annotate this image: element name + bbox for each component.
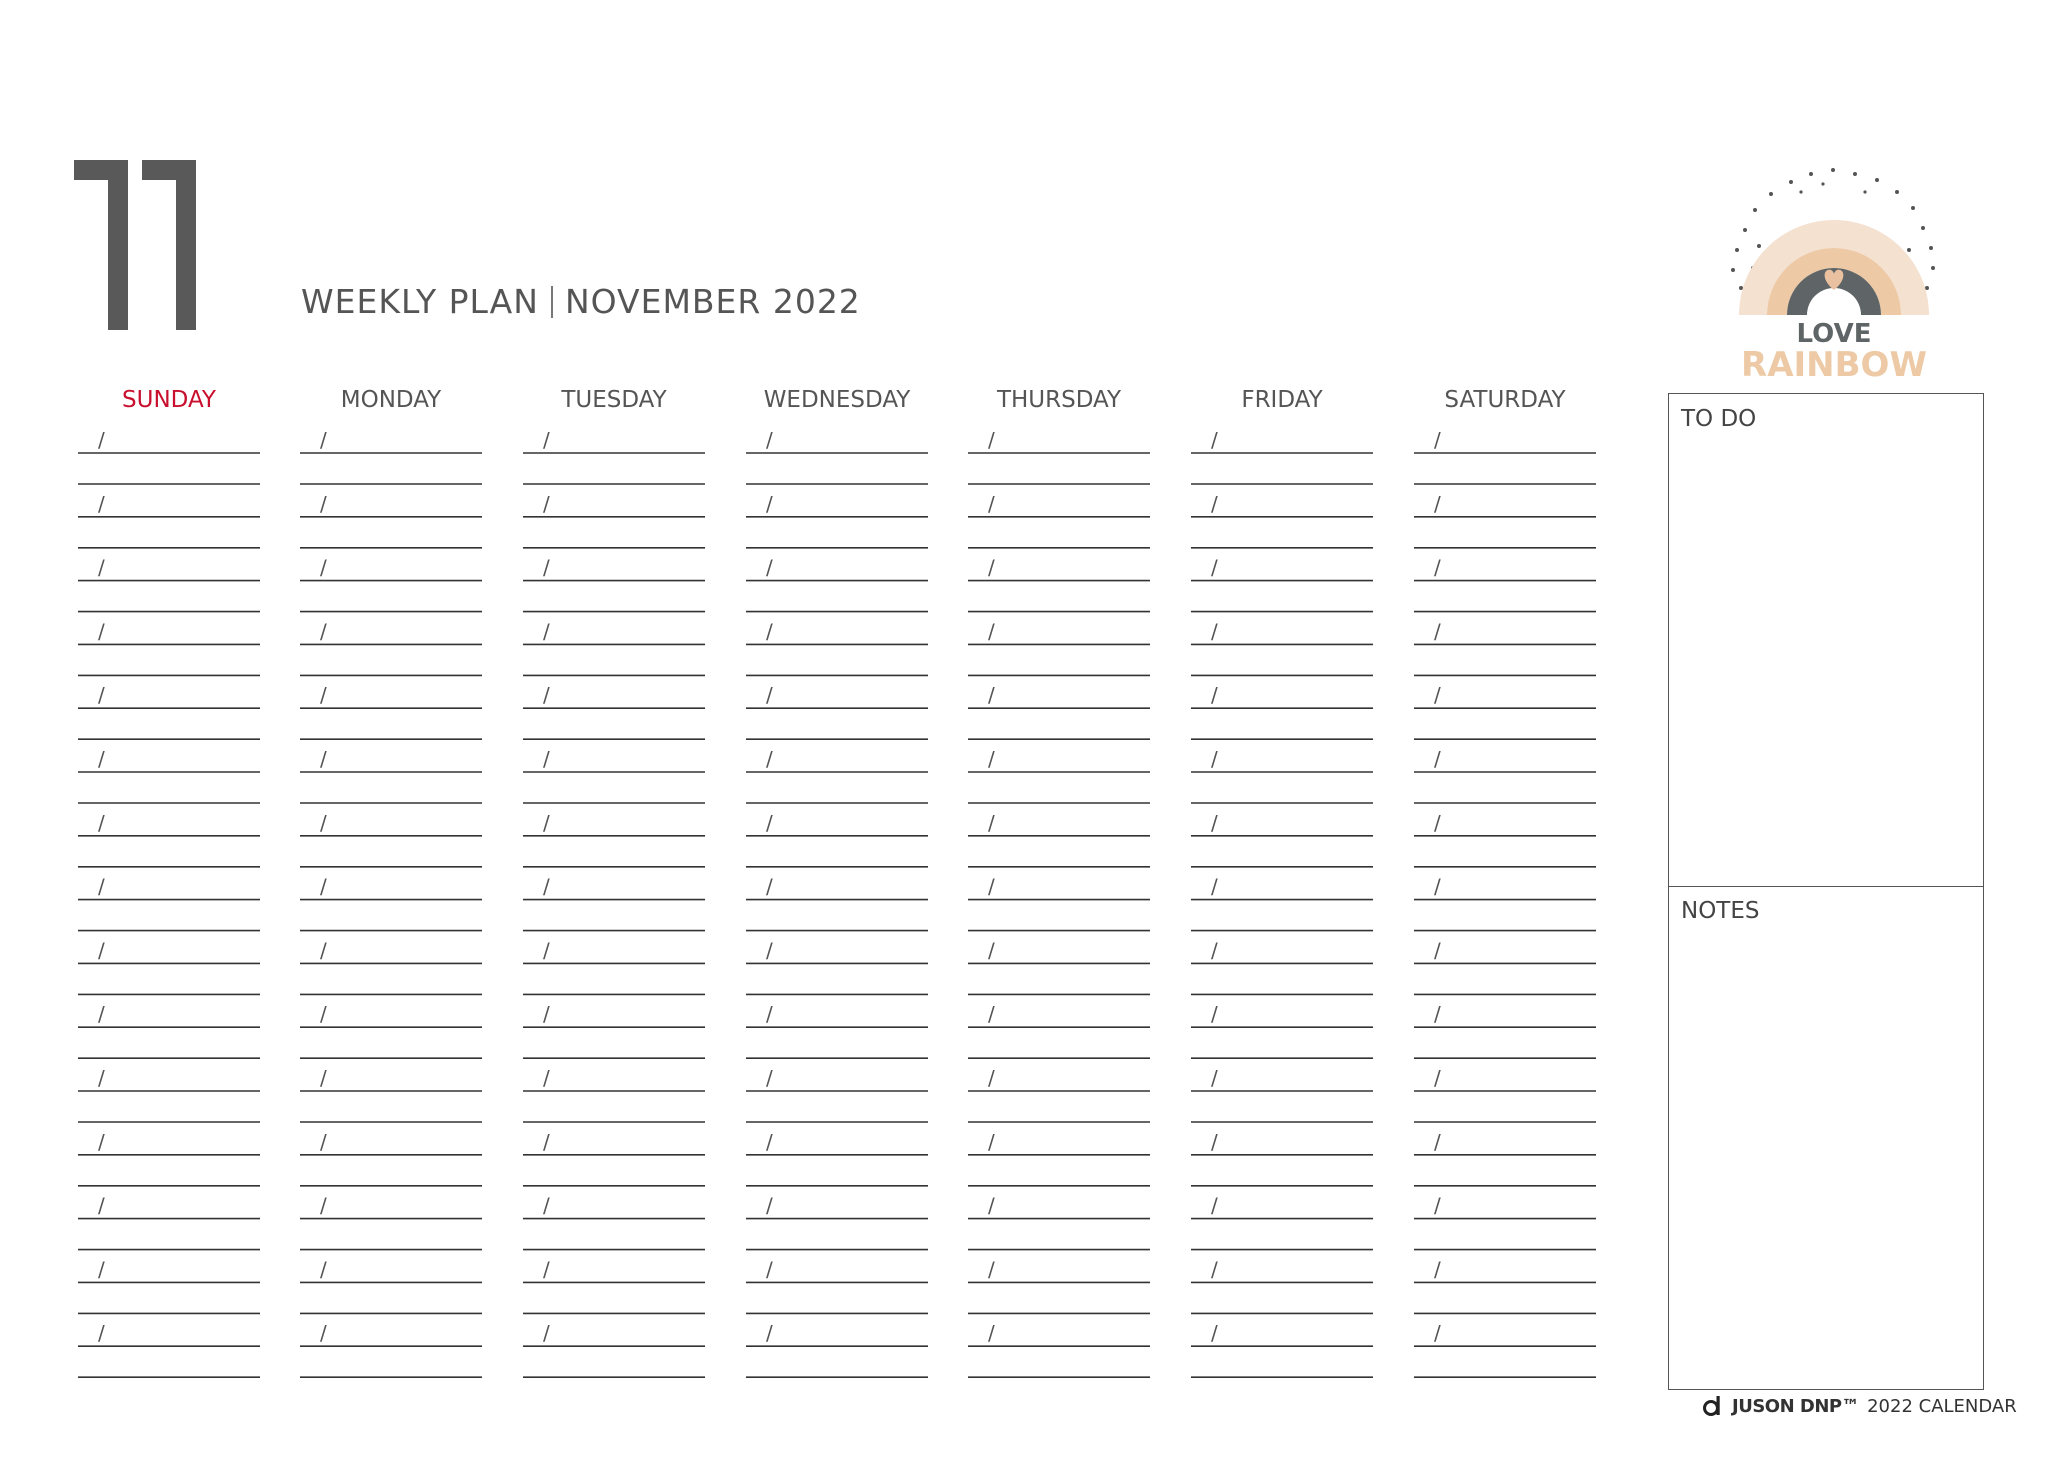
- slot-marker: /: [1434, 1066, 1441, 1090]
- time-slot[interactable]: [523, 1002, 705, 1058]
- time-slot[interactable]: [1414, 811, 1596, 867]
- time-slot[interactable]: [968, 1130, 1150, 1186]
- slot-marker: /: [988, 491, 995, 516]
- time-slot[interactable]: [968, 811, 1150, 867]
- day-column-sunday: [78, 385, 260, 1346]
- day-lines: [300, 425, 482, 1435]
- time-slot[interactable]: [1191, 1257, 1373, 1313]
- day-lines: [746, 425, 928, 1435]
- slot-marker: /: [98, 1321, 105, 1346]
- slot-marker: /: [1211, 874, 1218, 899]
- slot-marker: /: [98, 555, 105, 580]
- time-slot[interactable]: [1414, 1257, 1596, 1313]
- slot-marker: /: [1211, 1257, 1218, 1282]
- time-slot[interactable]: [1414, 1194, 1596, 1250]
- day-lines: [523, 425, 705, 1435]
- slot-marker: /: [1211, 1002, 1218, 1027]
- footer-brand: JUSON DNP™: [1732, 1395, 1860, 1417]
- day-lines: [78, 425, 260, 1435]
- slot-marker: /: [988, 1002, 995, 1027]
- time-slot[interactable]: [300, 619, 482, 675]
- time-slot[interactable]: [523, 556, 705, 612]
- slot-marker: /: [1211, 747, 1218, 771]
- time-slot[interactable]: [746, 1194, 928, 1250]
- time-slot[interactable]: [1191, 492, 1373, 548]
- day-column-tuesday: [523, 385, 705, 1346]
- slot-marker: /: [766, 1257, 773, 1282]
- time-slot[interactable]: [746, 683, 928, 739]
- slot-marker: /: [543, 938, 550, 963]
- page-title: [301, 282, 861, 321]
- slot-marker: /: [98, 1129, 105, 1154]
- slot-marker: /: [766, 1321, 773, 1346]
- slot-marker: /: [988, 1066, 995, 1090]
- footer: [1702, 1395, 2017, 1417]
- time-slot[interactable]: [968, 875, 1150, 931]
- slot-marker: /: [1434, 619, 1441, 644]
- slot-marker: /: [766, 874, 773, 899]
- slot-marker: /: [1434, 747, 1441, 771]
- time-slot[interactable]: [523, 747, 705, 803]
- slot-marker: /: [320, 1321, 327, 1346]
- time-slot[interactable]: [300, 938, 482, 994]
- day-column-friday: [1191, 385, 1373, 1346]
- slot-marker: /: [98, 619, 105, 644]
- time-slot[interactable]: [78, 1257, 260, 1313]
- slot-marker: /: [320, 1066, 327, 1090]
- time-slot[interactable]: [968, 619, 1150, 675]
- time-slot[interactable]: [746, 938, 928, 994]
- day-column-wednesday: [746, 385, 928, 1346]
- slot-marker: /: [766, 555, 773, 580]
- slot-marker: /: [1434, 491, 1441, 516]
- slot-marker: /: [543, 1257, 550, 1282]
- slot-marker: /: [988, 1129, 995, 1154]
- month-number: [70, 160, 200, 330]
- time-slot[interactable]: [300, 811, 482, 867]
- time-slot[interactable]: [1191, 1194, 1373, 1250]
- slot-marker: /: [766, 1002, 773, 1027]
- love-rainbow-logo: [1705, 150, 1955, 390]
- time-slot[interactable]: [523, 938, 705, 994]
- plan-label: WEEKLY PLAN: [301, 282, 539, 321]
- time-slot[interactable]: [300, 1130, 482, 1186]
- slot-marker: /: [543, 810, 550, 835]
- slot-marker: /: [320, 1257, 327, 1282]
- time-slot[interactable]: [968, 1066, 1150, 1122]
- day-lines: [1414, 425, 1596, 1435]
- day-header: THURSDAY: [996, 387, 1122, 413]
- time-slot[interactable]: [746, 811, 928, 867]
- slot-marker: /: [988, 1257, 995, 1282]
- time-slot[interactable]: [1414, 683, 1596, 739]
- slot-marker: /: [1434, 428, 1441, 452]
- time-slot[interactable]: [746, 428, 928, 484]
- time-slot[interactable]: [746, 747, 928, 803]
- slot-marker: /: [766, 938, 773, 963]
- time-slot[interactable]: [968, 1257, 1150, 1313]
- slot-marker: /: [1211, 428, 1218, 452]
- time-slot[interactable]: [523, 1194, 705, 1250]
- time-slot[interactable]: [968, 683, 1150, 739]
- time-slot[interactable]: [1414, 1321, 1596, 1377]
- time-slot[interactable]: [78, 1002, 260, 1058]
- time-slot[interactable]: [523, 1066, 705, 1122]
- time-slot[interactable]: [968, 1194, 1150, 1250]
- time-slot[interactable]: [1414, 556, 1596, 612]
- slot-marker: /: [766, 810, 773, 835]
- time-slot[interactable]: [523, 683, 705, 739]
- slot-marker: /: [766, 428, 773, 452]
- slot-marker: /: [320, 747, 327, 771]
- time-slot[interactable]: [300, 1257, 482, 1313]
- slot-marker: /: [320, 555, 327, 580]
- slot-marker: /: [543, 555, 550, 580]
- slot-marker: /: [1211, 1321, 1218, 1346]
- time-slot[interactable]: [300, 1066, 482, 1122]
- slot-marker: /: [543, 683, 550, 708]
- slot-marker: /: [320, 874, 327, 899]
- day-column-monday: [300, 385, 482, 1346]
- logo-line1: LOVE: [1796, 319, 1872, 349]
- slot-marker: /: [1211, 810, 1218, 835]
- slot-marker: /: [98, 938, 105, 963]
- time-slot[interactable]: [78, 1321, 260, 1377]
- slot-marker: /: [1211, 491, 1218, 516]
- slot-marker: /: [988, 874, 995, 899]
- time-slot[interactable]: [78, 683, 260, 739]
- time-slot[interactable]: [300, 556, 482, 612]
- time-slot[interactable]: [78, 1194, 260, 1250]
- time-slot[interactable]: [746, 492, 928, 548]
- time-slot[interactable]: [300, 875, 482, 931]
- slot-marker: /: [988, 428, 995, 452]
- time-slot[interactable]: [523, 875, 705, 931]
- slot-marker: /: [98, 747, 105, 771]
- slot-marker: /: [1434, 1193, 1441, 1218]
- slot-marker: /: [1211, 555, 1218, 580]
- time-slot[interactable]: [78, 1130, 260, 1186]
- slot-marker: /: [766, 619, 773, 644]
- slot-marker: /: [320, 491, 327, 516]
- slot-marker: /: [1211, 938, 1218, 963]
- slot-marker: /: [320, 810, 327, 835]
- slot-marker: /: [320, 1193, 327, 1218]
- time-slot[interactable]: [78, 747, 260, 803]
- slot-marker: /: [1434, 1129, 1441, 1154]
- slot-marker: /: [543, 1002, 550, 1027]
- slot-marker: /: [98, 1002, 105, 1027]
- day-column-thursday: [968, 385, 1150, 1346]
- time-slot[interactable]: [968, 1002, 1150, 1058]
- time-slot[interactable]: [968, 1321, 1150, 1377]
- slot-marker: /: [543, 1129, 550, 1154]
- slot-marker: /: [320, 1129, 327, 1154]
- time-slot[interactable]: [78, 875, 260, 931]
- slot-marker: /: [1434, 810, 1441, 835]
- time-slot[interactable]: [1191, 1321, 1373, 1377]
- time-slot[interactable]: [1191, 683, 1373, 739]
- slot-marker: /: [988, 747, 995, 771]
- day-lines: [1191, 425, 1373, 1435]
- slot-marker: /: [98, 810, 105, 835]
- slot-marker: /: [1434, 1002, 1441, 1027]
- slot-marker: /: [1434, 1321, 1441, 1346]
- time-slot[interactable]: [968, 492, 1150, 548]
- time-slot[interactable]: [1414, 938, 1596, 994]
- brand-icon: [1702, 1395, 1724, 1417]
- month-label: NOVEMBER 2022: [564, 282, 861, 321]
- time-slot[interactable]: [300, 1002, 482, 1058]
- day-lines: [968, 425, 1150, 1435]
- day-header: SUNDAY: [122, 387, 216, 413]
- time-slot[interactable]: [523, 428, 705, 484]
- time-slot[interactable]: [968, 428, 1150, 484]
- time-slot[interactable]: [1191, 1130, 1373, 1186]
- slot-marker: /: [98, 874, 105, 899]
- time-slot[interactable]: [78, 556, 260, 612]
- time-slot[interactable]: [746, 1257, 928, 1313]
- time-slot[interactable]: [1414, 1130, 1596, 1186]
- time-slot[interactable]: [1414, 492, 1596, 548]
- time-slot[interactable]: [968, 556, 1150, 612]
- slot-marker: /: [988, 938, 995, 963]
- time-slot[interactable]: [300, 683, 482, 739]
- slot-marker: /: [98, 683, 105, 708]
- slot-marker: /: [98, 428, 105, 452]
- slot-marker: /: [98, 1193, 105, 1218]
- slot-marker: /: [1434, 938, 1441, 963]
- time-slot[interactable]: [78, 428, 260, 484]
- slot-marker: /: [543, 428, 550, 452]
- side-divider: [1669, 886, 1983, 887]
- time-slot[interactable]: [1191, 428, 1373, 484]
- slot-marker: /: [320, 683, 327, 708]
- side-panel: [1668, 393, 1984, 1390]
- time-slot[interactable]: [300, 428, 482, 484]
- slot-marker: /: [1211, 1066, 1218, 1090]
- time-slot[interactable]: [300, 1194, 482, 1250]
- slot-marker: /: [1434, 555, 1441, 580]
- slot-marker: /: [543, 1193, 550, 1218]
- slot-marker: /: [98, 1257, 105, 1282]
- time-slot[interactable]: [300, 492, 482, 548]
- time-slot[interactable]: [1191, 1066, 1373, 1122]
- slot-marker: /: [320, 1002, 327, 1027]
- slot-marker: /: [543, 1066, 550, 1090]
- slot-marker: /: [766, 1129, 773, 1154]
- day-header: TUESDAY: [561, 387, 667, 413]
- time-slot[interactable]: [746, 1130, 928, 1186]
- time-slot[interactable]: [1414, 875, 1596, 931]
- slot-marker: /: [1211, 1129, 1218, 1154]
- time-slot[interactable]: [78, 1066, 260, 1122]
- slot-marker: /: [320, 619, 327, 644]
- slot-marker: /: [543, 1321, 550, 1346]
- slot-marker: /: [320, 938, 327, 963]
- time-slot[interactable]: [746, 1321, 928, 1377]
- time-slot[interactable]: [1414, 1002, 1596, 1058]
- slot-marker: /: [766, 1193, 773, 1218]
- slot-marker: /: [988, 619, 995, 644]
- time-slot[interactable]: [746, 1002, 928, 1058]
- time-slot[interactable]: [523, 492, 705, 548]
- slot-marker: /: [98, 1066, 105, 1090]
- slot-marker: /: [766, 747, 773, 771]
- day-header: SATURDAY: [1444, 387, 1566, 413]
- slot-marker: /: [988, 1321, 995, 1346]
- time-slot[interactable]: [1191, 556, 1373, 612]
- slot-marker: /: [543, 619, 550, 644]
- slot-marker: /: [766, 1066, 773, 1090]
- time-slot[interactable]: [523, 1130, 705, 1186]
- slot-marker: /: [1434, 1257, 1441, 1282]
- time-slot[interactable]: [78, 619, 260, 675]
- time-slot[interactable]: [1414, 428, 1596, 484]
- slot-marker: /: [1434, 683, 1441, 708]
- slot-marker: /: [543, 874, 550, 899]
- time-slot[interactable]: [523, 1257, 705, 1313]
- slot-marker: /: [766, 491, 773, 516]
- time-slot[interactable]: [746, 875, 928, 931]
- time-slot[interactable]: [1414, 619, 1596, 675]
- title-separator: [551, 286, 553, 318]
- time-slot[interactable]: [968, 747, 1150, 803]
- time-slot[interactable]: [78, 492, 260, 548]
- time-slot[interactable]: [1191, 938, 1373, 994]
- day-header: MONDAY: [340, 387, 442, 413]
- slot-marker: /: [1211, 683, 1218, 708]
- slot-marker: /: [98, 491, 105, 516]
- day-column-saturday: [1414, 385, 1596, 1346]
- notes-label: NOTES: [1681, 898, 1760, 924]
- time-slot[interactable]: [746, 619, 928, 675]
- time-slot[interactable]: [1414, 1066, 1596, 1122]
- slot-marker: /: [543, 747, 550, 771]
- time-slot[interactable]: [1191, 1002, 1373, 1058]
- footer-product: 2022 CALENDAR: [1867, 1395, 2017, 1417]
- time-slot[interactable]: [968, 938, 1150, 994]
- slot-marker: /: [988, 810, 995, 835]
- logo-line2: RAINBOW: [1741, 345, 1927, 385]
- day-header: WEDNESDAY: [763, 387, 911, 413]
- time-slot[interactable]: [523, 1321, 705, 1377]
- slot-marker: /: [1434, 874, 1441, 899]
- time-slot[interactable]: [78, 938, 260, 994]
- time-slot[interactable]: [746, 556, 928, 612]
- time-slot[interactable]: [1191, 875, 1373, 931]
- time-slot[interactable]: [746, 1066, 928, 1122]
- time-slot[interactable]: [1191, 619, 1373, 675]
- slot-marker: /: [988, 555, 995, 580]
- todo-label: TO DO: [1681, 406, 1757, 432]
- slot-marker: /: [1211, 619, 1218, 644]
- time-slot[interactable]: [1191, 747, 1373, 803]
- slot-marker: /: [1211, 1193, 1218, 1218]
- slot-marker: /: [766, 683, 773, 708]
- time-slot[interactable]: [1414, 747, 1596, 803]
- slot-marker: /: [320, 428, 327, 452]
- slot-marker: /: [543, 491, 550, 516]
- time-slot[interactable]: [523, 811, 705, 867]
- time-slot[interactable]: [1191, 811, 1373, 867]
- slot-marker: /: [988, 1193, 995, 1218]
- day-header: FRIDAY: [1241, 387, 1323, 413]
- time-slot[interactable]: [300, 1321, 482, 1377]
- time-slot[interactable]: [78, 811, 260, 867]
- time-slot[interactable]: [523, 619, 705, 675]
- time-slot[interactable]: [300, 747, 482, 803]
- slot-marker: /: [988, 683, 995, 708]
